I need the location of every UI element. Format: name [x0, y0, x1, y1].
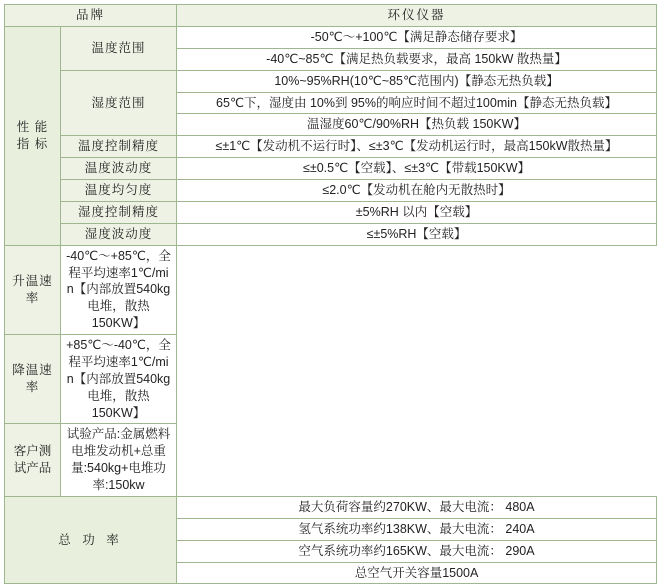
table-row [5, 496, 657, 518]
cell-customer-test-product: 试验产品:金属燃料电堆发动机+总重量:540kg+电堆功率:150kw [61, 424, 177, 497]
cell-power-4: 总空气开关容量1500A [177, 562, 657, 584]
cell-cooling-rate-line2: 150KW】 [91, 405, 146, 420]
row-label-temp-uniformity: 温度均匀度 [61, 180, 177, 202]
cell-heating-rate [61, 245, 177, 334]
row-label-heating-rate: 升温速率 [5, 245, 61, 334]
row-label-customer-test-product: 客户测试产品 [5, 424, 61, 497]
table-row [5, 180, 657, 202]
row-label-humidity-fluctuation: 湿度波动度 [61, 223, 177, 245]
cell-cooling-rate-line1: +85℃～-40℃，全程平均速率1℃/min【内部放置540kg电堆，散热 [66, 338, 171, 403]
row-label-cooling-rate: 降温速率 [5, 335, 61, 424]
table-row-brand [5, 5, 657, 27]
cell-heating-rate-line1: -40℃～+85℃，全程平均速率1℃/min【内部放置540kg电堆，散热 [66, 248, 171, 314]
cell-power-3: 空气系统功率约165KW、最大电流： 290A [177, 540, 657, 562]
row-label-temp-range: 温度范围 [61, 26, 177, 70]
row-label-temp-fluctuation: 温度波动度 [61, 158, 177, 180]
table-row [5, 26, 657, 48]
cell-temp-range-1: -50℃～+100℃【满足静态储存要求】 [177, 26, 657, 48]
specification-table [4, 4, 657, 584]
table-row [5, 158, 657, 180]
table-row [5, 70, 657, 92]
cell-power-1: 最大负荷容量约270KW、最大电流： 480A [177, 496, 657, 518]
table-row [5, 245, 657, 334]
brand-value: 环仪仪器 [177, 5, 657, 27]
table-row [5, 201, 657, 223]
cell-humidity-range-3: 温湿度60℃/90%RH【热负载 150KW】 [177, 114, 657, 136]
cell-power-2: 氢气系统功率约138KW、最大电流： 240A [177, 518, 657, 540]
table-row [5, 136, 657, 158]
cell-cooling-rate [61, 335, 177, 424]
cell-temp-accuracy: ≤±1℃【发动机不运行时】、≤±3℃【发动机运行时，最高150kW散热量】 [177, 136, 657, 158]
table-row [5, 424, 657, 497]
cell-heating-rate-line2: 150KW】 [91, 316, 146, 331]
row-label-temp-accuracy: 温度控制精度 [61, 136, 177, 158]
performance-index-label: 性 能 指 标 [5, 26, 61, 245]
cell-humidity-fluctuation: ≤±5%RH【空载】 [177, 223, 657, 245]
spec-sheet [0, 4, 660, 580]
table-row [5, 223, 657, 245]
table-row [5, 335, 657, 424]
cell-temp-fluctuation: ≤±0.5℃【空载】、≤±3℃【带载150KW】 [177, 158, 657, 180]
total-power-label: 总 功 率 [5, 496, 177, 584]
row-label-humidity-range: 湿度范围 [61, 70, 177, 136]
row-label-humidity-accuracy: 湿度控制精度 [61, 201, 177, 223]
brand-label: 品牌 [5, 5, 177, 27]
cell-humidity-range-2: 65℃下，湿度由 10%到 95%的响应时间不超过100min【静态无热负载】 [177, 92, 657, 114]
cell-temp-range-2: -40℃~85℃【满足热负载要求，最高 150kW 散热量】 [177, 48, 657, 70]
cell-temp-uniformity: ≤2.0℃【发动机在舱内无散热时】 [177, 180, 657, 202]
cell-humidity-range-1: 10%~95%RH(10℃~85℃范围内)【静态无热负载】 [177, 70, 657, 92]
cell-humidity-accuracy: ±5%RH 以内【空载】 [177, 201, 657, 223]
